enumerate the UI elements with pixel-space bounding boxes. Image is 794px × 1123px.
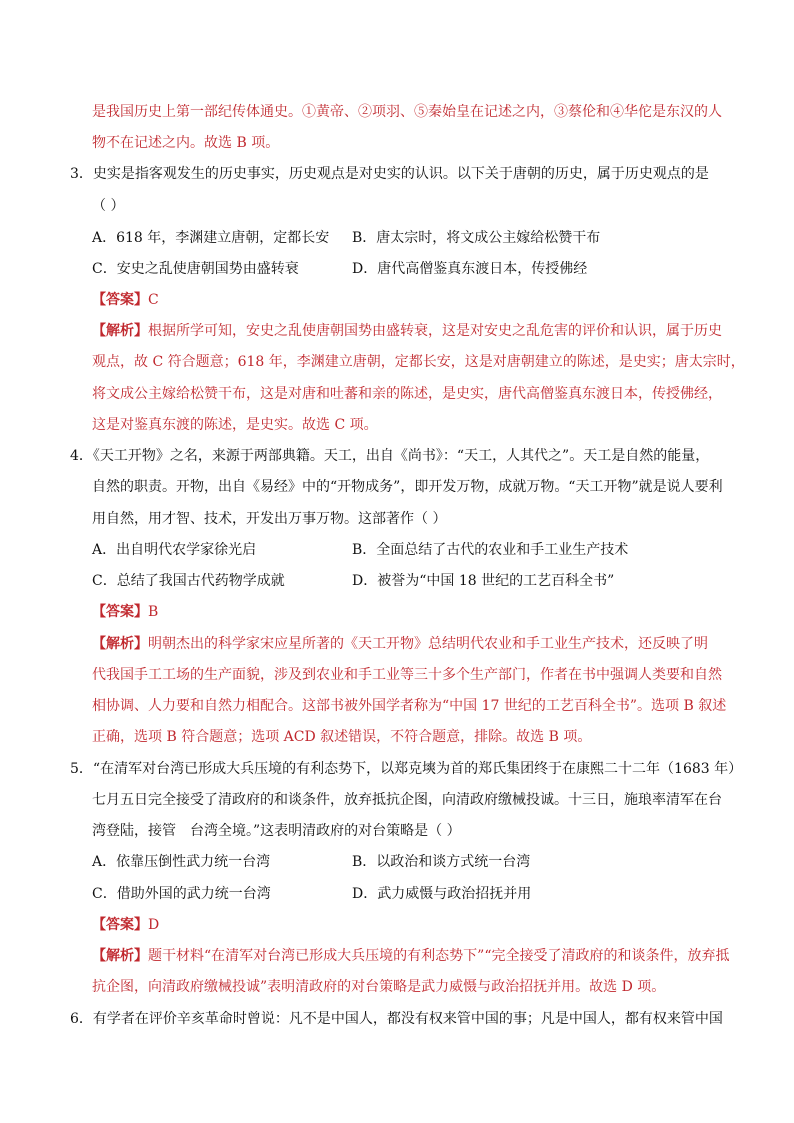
question-3-option-a: A．618 年，李渊建立唐朝，定都长安 (92, 230, 330, 246)
explanation-text: 根据所学可知，安史之乱使唐朝国势由盛转衰，这是对安史之乱危害的评价和认识，属于历史 (148, 323, 722, 339)
answer-value: B (148, 604, 159, 620)
question-4-option-c: C．总结了我国古代药物学成就 (92, 573, 285, 589)
question-3-stem: 3．史实是指客观发生的历史事实，历史观点是对史实的认识。以下关于唐朝的历史，属于历史观点的是 (70, 166, 709, 182)
answer-label: 【答案】 (92, 917, 148, 933)
explanation-line: 正确，选项 B 符合题意；选项 ACD 叙述错误，不符合题意，排除。故选 B 项。 (92, 729, 592, 745)
question-3-option-d: D．唐代高僧鉴真东渡日本，传授佛经 (352, 261, 588, 277)
explanation-line: 观点，故 C 符合题意；618 年，李渊建立唐朝，定都长安，这是对唐朝建立的陈述，是史实；唐太宗时， (92, 354, 745, 370)
question-5-answer (92, 915, 159, 935)
question-6-stem: 6．有学者在评价辛亥革命时曾说：凡不是中国人，都没有权来管中国的事；凡是中国人，都有权来管中国 (70, 1011, 723, 1027)
question-4-option-b: B．全面总结了古代的农业和手工业生产技术 (352, 542, 629, 558)
explanation-label: 【解析】 (92, 948, 148, 964)
explanation-line: 抗企图，向清政府缴械投诚”表明清政府的对台策略是武力威慑与政治招抚并用。故选 D 项。 (92, 979, 666, 995)
answer-value: D (148, 917, 160, 933)
explanation-line: 物不在记述之内。故选 B 项。 (92, 135, 280, 151)
question-4-option-a: A．出自明代农学家徐光启 (92, 542, 257, 558)
explanation-text: 明朝杰出的科学家宋应星所著的《天工开物》总结明代农业和手工业生产技术，还反映了明 (148, 636, 708, 652)
question-4-stem-line: 用自然，用才智、技术，开发出万事万物。这部著作（ ） (92, 511, 447, 527)
question-4-option-d: D．被誉为“中国 18 世纪的工艺百科全书” (352, 573, 615, 589)
question-5-option-c: C．借助外国的武力统一台湾 (92, 886, 271, 902)
question-5-stem: 5．“在清军对台湾已形成大兵压境的有利态势下，以郑克塽为首的郑氏集团终于在康熙二十二年（1683 年） (70, 761, 743, 777)
question-3-option-b: B．唐太宗时，将文成公主嫁给松赞干布 (352, 230, 601, 246)
question-5-option-d: D．武力威慑与政治招抚并用 (352, 886, 532, 902)
answer-label: 【答案】 (92, 604, 148, 620)
explanation-line: 相协调、人力要和自然力相配合。这部书被外国学者称为“中国 17 世纪的工艺百科全书”。选项 B 叙述 (92, 698, 727, 714)
question-3-bracket: （ ） (92, 198, 125, 214)
question-3-explanation (92, 321, 722, 341)
question-3-option-c: C．安史之乱使唐朝国势由盛转衰 (92, 261, 299, 277)
question-3-answer (92, 290, 159, 310)
explanation-line: 将文成公主嫁给松赞干布，这是对唐和吐蕃和亲的陈述，是史实，唐代高僧鉴真东渡日本，传授佛经， (92, 386, 722, 402)
answer-value: C (148, 292, 159, 308)
explanation-line: 这是对鉴真东渡的陈述，是史实。故选 C 项。 (92, 417, 378, 433)
explanation-line: 是我国历史上第一部纪传体通史。①黄帝、②项羽、⑤秦始皇在记述之内，③蔡伦和④华佗是东汉的人 (92, 104, 722, 120)
question-5-stem-line: 湾登陆，接管 台湾全境。”这表明清政府的对台策略是（ ） (92, 823, 461, 839)
question-4-stem-line: 自然的职责。开物，出自《易经》中的“开物成务”，即开发万物，成就万物。“天工开物”就是说人要利 (92, 479, 723, 495)
explanation-label: 【解析】 (92, 636, 148, 652)
question-5-stem-line: 七月五日完全接受了清政府的和谈条件，放弃抵抗企图，向清政府缴械投诚。十三日，施琅率清军在台 (92, 792, 722, 808)
answer-label: 【答案】 (92, 292, 148, 308)
question-4-answer (92, 602, 158, 622)
question-4-stem: 4．《天工开物》之名，来源于两部典籍。天工，出自《尚书》：“天工，人其代之”。天工是自然的能量， (70, 448, 710, 464)
question-4-explanation (92, 634, 708, 654)
question-5-option-a: A．依靠压倒性武力统一台湾 (92, 854, 271, 870)
explanation-line: 代我国手工工场的生产面貌，涉及到农业和手工业等三十多个生产部门，作者在书中强调人类要和自然 (92, 667, 722, 683)
explanation-text: 题干材料“在清军对台湾已形成大兵压境的有利态势下”“完全接受了清政府的和谈条件，放弃抵 (148, 948, 730, 964)
question-5-explanation (92, 946, 729, 966)
explanation-label: 【解析】 (92, 323, 148, 339)
question-5-option-b: B．以政治和谈方式统一台湾 (352, 854, 531, 870)
